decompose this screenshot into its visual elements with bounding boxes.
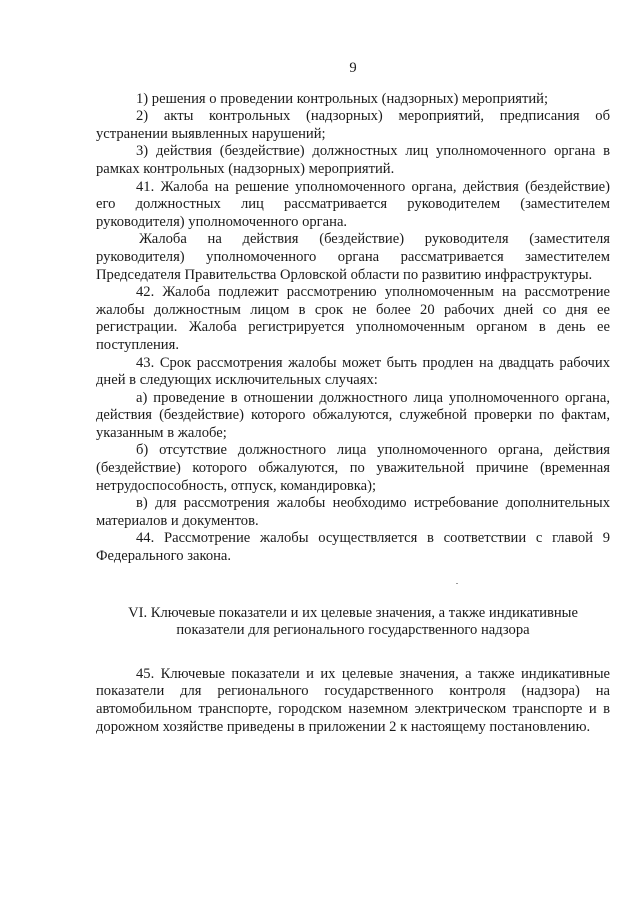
paragraph-41-complaint-head: Жалоба на действия (бездействие) руководителя (заместителя руководителя) уполномоченного органа рассматривается заместителем Председателя Правительства Орловской области по развитию инфраструктуры.: [96, 231, 610, 283]
section-heading: [96, 605, 610, 640]
paragraph-42: 42. Жалоба подлежит рассмотрению уполномоченным на рассмотрение жалобы должностным лицом в срок не более 20 рабочих дней со дня ее регистрации. Жалоба регистрируется уполномоченным органом в день ее поступления.: [96, 284, 610, 353]
paragraph-43-a: а) проведение в отношении должностного лица уполномоченного органа, действия (бездействие) которого обжалуются, служебной проверки по фактам, указанным в жалобе;: [96, 389, 610, 441]
section-heading-line-2: показатели для регионального государственного надзора: [176, 622, 530, 639]
paragraph-45: 45. Ключевые показатели и их целевые значения, а также индикативные показатели для регионального государственного контроля (надзора) на автомобильном транспорте, городском наземном электрическом транспорте и в дорожном хозяйстве приведены в приложении 2 к настоящему постановлению.: [96, 665, 610, 735]
paragraph-item-1: 1) решения о проведении контрольных (надзорных) мероприятий;: [136, 90, 549, 107]
paragraph-item-3: 3) действия (бездействие) должностных лиц уполномоченного органа в рамках контрольных (надзорных) мероприятий.: [96, 143, 610, 177]
section-heading-line-1: VI. Ключевые показатели и их целевые значения, а также индикативные: [128, 604, 578, 621]
document-page: [96, 60, 610, 736]
paragraph-44: 44. Рассмотрение жалобы осуществляется в соответствии с главой 9 Федерального закона.: [96, 530, 610, 565]
page-number: 9: [349, 60, 357, 76]
paragraph-43: 43. Срок рассмотрения жалобы может быть продлен на двадцать рабочих дней в следующих исключительных случаях:: [96, 354, 610, 389]
paragraph-41: 41. Жалоба на решение уполномоченного органа, действия (бездействие) его должностных лиц рассматривается руководителем (заместителем руководителя) уполномоченного органа.: [96, 178, 610, 230]
paragraph-43-v: в) для рассмотрения жалобы необходимо истребование дополнительных материалов и документов.: [96, 495, 610, 529]
paragraph-43-b: б) отсутствие должностного лица уполномоченного органа, действия (бездействие) которого обжалуются, по уважительной причине (временная нетрудоспособность, отпуск, командировка);: [96, 442, 610, 494]
paragraph-item-2: 2) акты контрольных (надзорных) мероприятий, предписания об устранении выявленных нарушений;: [96, 108, 610, 142]
scan-speck: [456, 583, 458, 584]
